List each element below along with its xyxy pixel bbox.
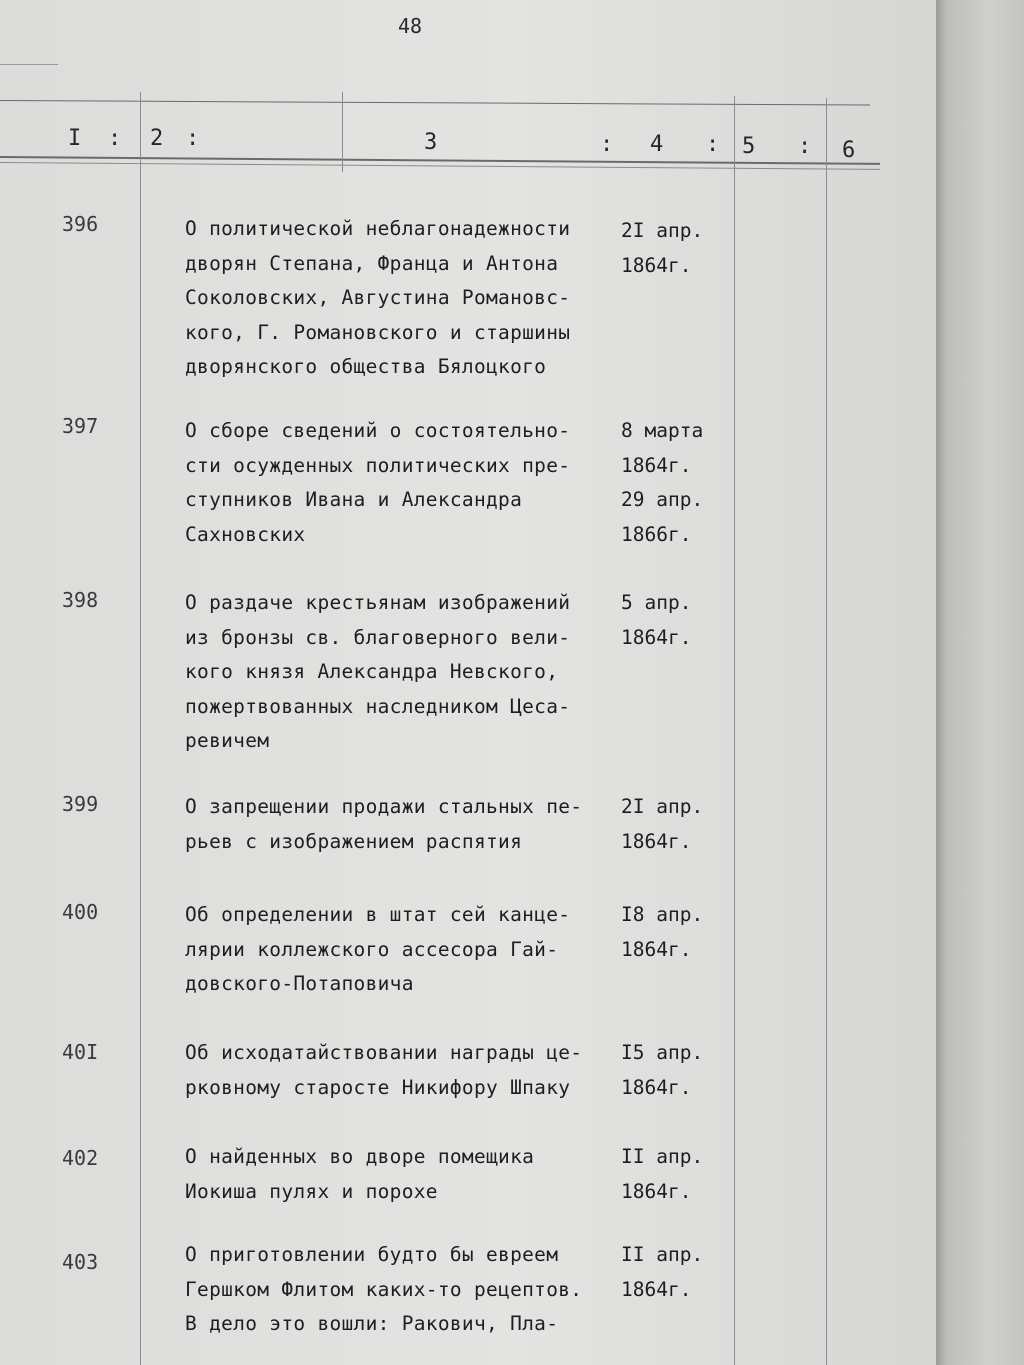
header-col-5: 5 — [742, 134, 756, 159]
entry-title: О политической неблагонадежности дворян Степана, Франца и Антона Соколовских, Августина Романовс- кого, Г. Романовского и старшины дворянского общества Бялоцкого — [185, 217, 571, 378]
entry-number: 399 — [62, 792, 99, 816]
entry-date: I8 апр. 1864г. — [621, 903, 704, 961]
entry-number: 402 — [62, 1146, 99, 1170]
column-divider — [342, 92, 343, 172]
column-divider — [826, 98, 827, 1365]
page-number: 48 — [398, 14, 423, 38]
entry-date: II апр. 1864г. — [621, 1243, 704, 1301]
entry-date: 2I апр. 1864г. — [621, 219, 704, 277]
entry-number: 40I — [62, 1040, 99, 1064]
header-col-2: 2 — [150, 126, 164, 151]
header-separator: : — [186, 126, 200, 151]
entry-date: 2I апр. 1864г. — [621, 795, 704, 853]
header-col-6: 6 — [842, 138, 856, 163]
header-top-rule — [0, 100, 870, 106]
next-page-edge — [936, 0, 1024, 1365]
header-separator: : — [798, 134, 812, 159]
entry-date: II апр. 1864г. — [621, 1145, 704, 1203]
corner-mark — [0, 50, 58, 65]
entry-title: Об определении в штат сей канце- лярии коллежского ассесора Гай- довского-Потаповича — [185, 903, 571, 995]
entry-date: I5 апр. 1864г. — [621, 1041, 704, 1099]
header-separator: : — [600, 132, 614, 157]
header-separator: : — [108, 126, 122, 151]
entry-title: О найденных во дворе помещика Иокиша пулях и порохе — [185, 1145, 535, 1203]
entry-number: 398 — [62, 588, 99, 612]
header-separator: : — [706, 132, 720, 157]
entry-title: О сборе сведений о состоятельно- сти осужденных политических пре- ступников Ивана и Александра Сахновских — [185, 419, 571, 546]
entry-title: О запрещении продажи стальных пе- рьев с изображением распятия — [185, 795, 583, 853]
entry-title: О раздаче крестьянам изображений из бронзы св. благоверного вели- кого князя Александра Невского, пожертвованных наследником Цеса- ревичем — [185, 591, 571, 752]
column-divider — [140, 92, 141, 1365]
entry-number: 397 — [62, 414, 99, 438]
entry-number: 403 — [62, 1250, 99, 1274]
header-col-1: I — [68, 126, 82, 151]
entry-date: 8 марта 1864г. 29 апр. 1866г. — [621, 419, 704, 546]
entry-number: 396 — [62, 212, 99, 236]
header-col-4: 4 — [650, 132, 664, 157]
header-col-3: 3 — [424, 130, 438, 155]
column-divider — [734, 96, 735, 1365]
entry-date: 5 апр. 1864г. — [621, 591, 692, 649]
entry-number: 400 — [62, 900, 99, 924]
entry-title: О приготовлении будто бы евреем Гершком Флитом каких-то рецептов. В дело это вошли: Ракович, Пла- — [185, 1243, 583, 1335]
entry-title: Об исходатайствовании награды це- рковному старосте Никифору Шпаку — [185, 1041, 583, 1099]
